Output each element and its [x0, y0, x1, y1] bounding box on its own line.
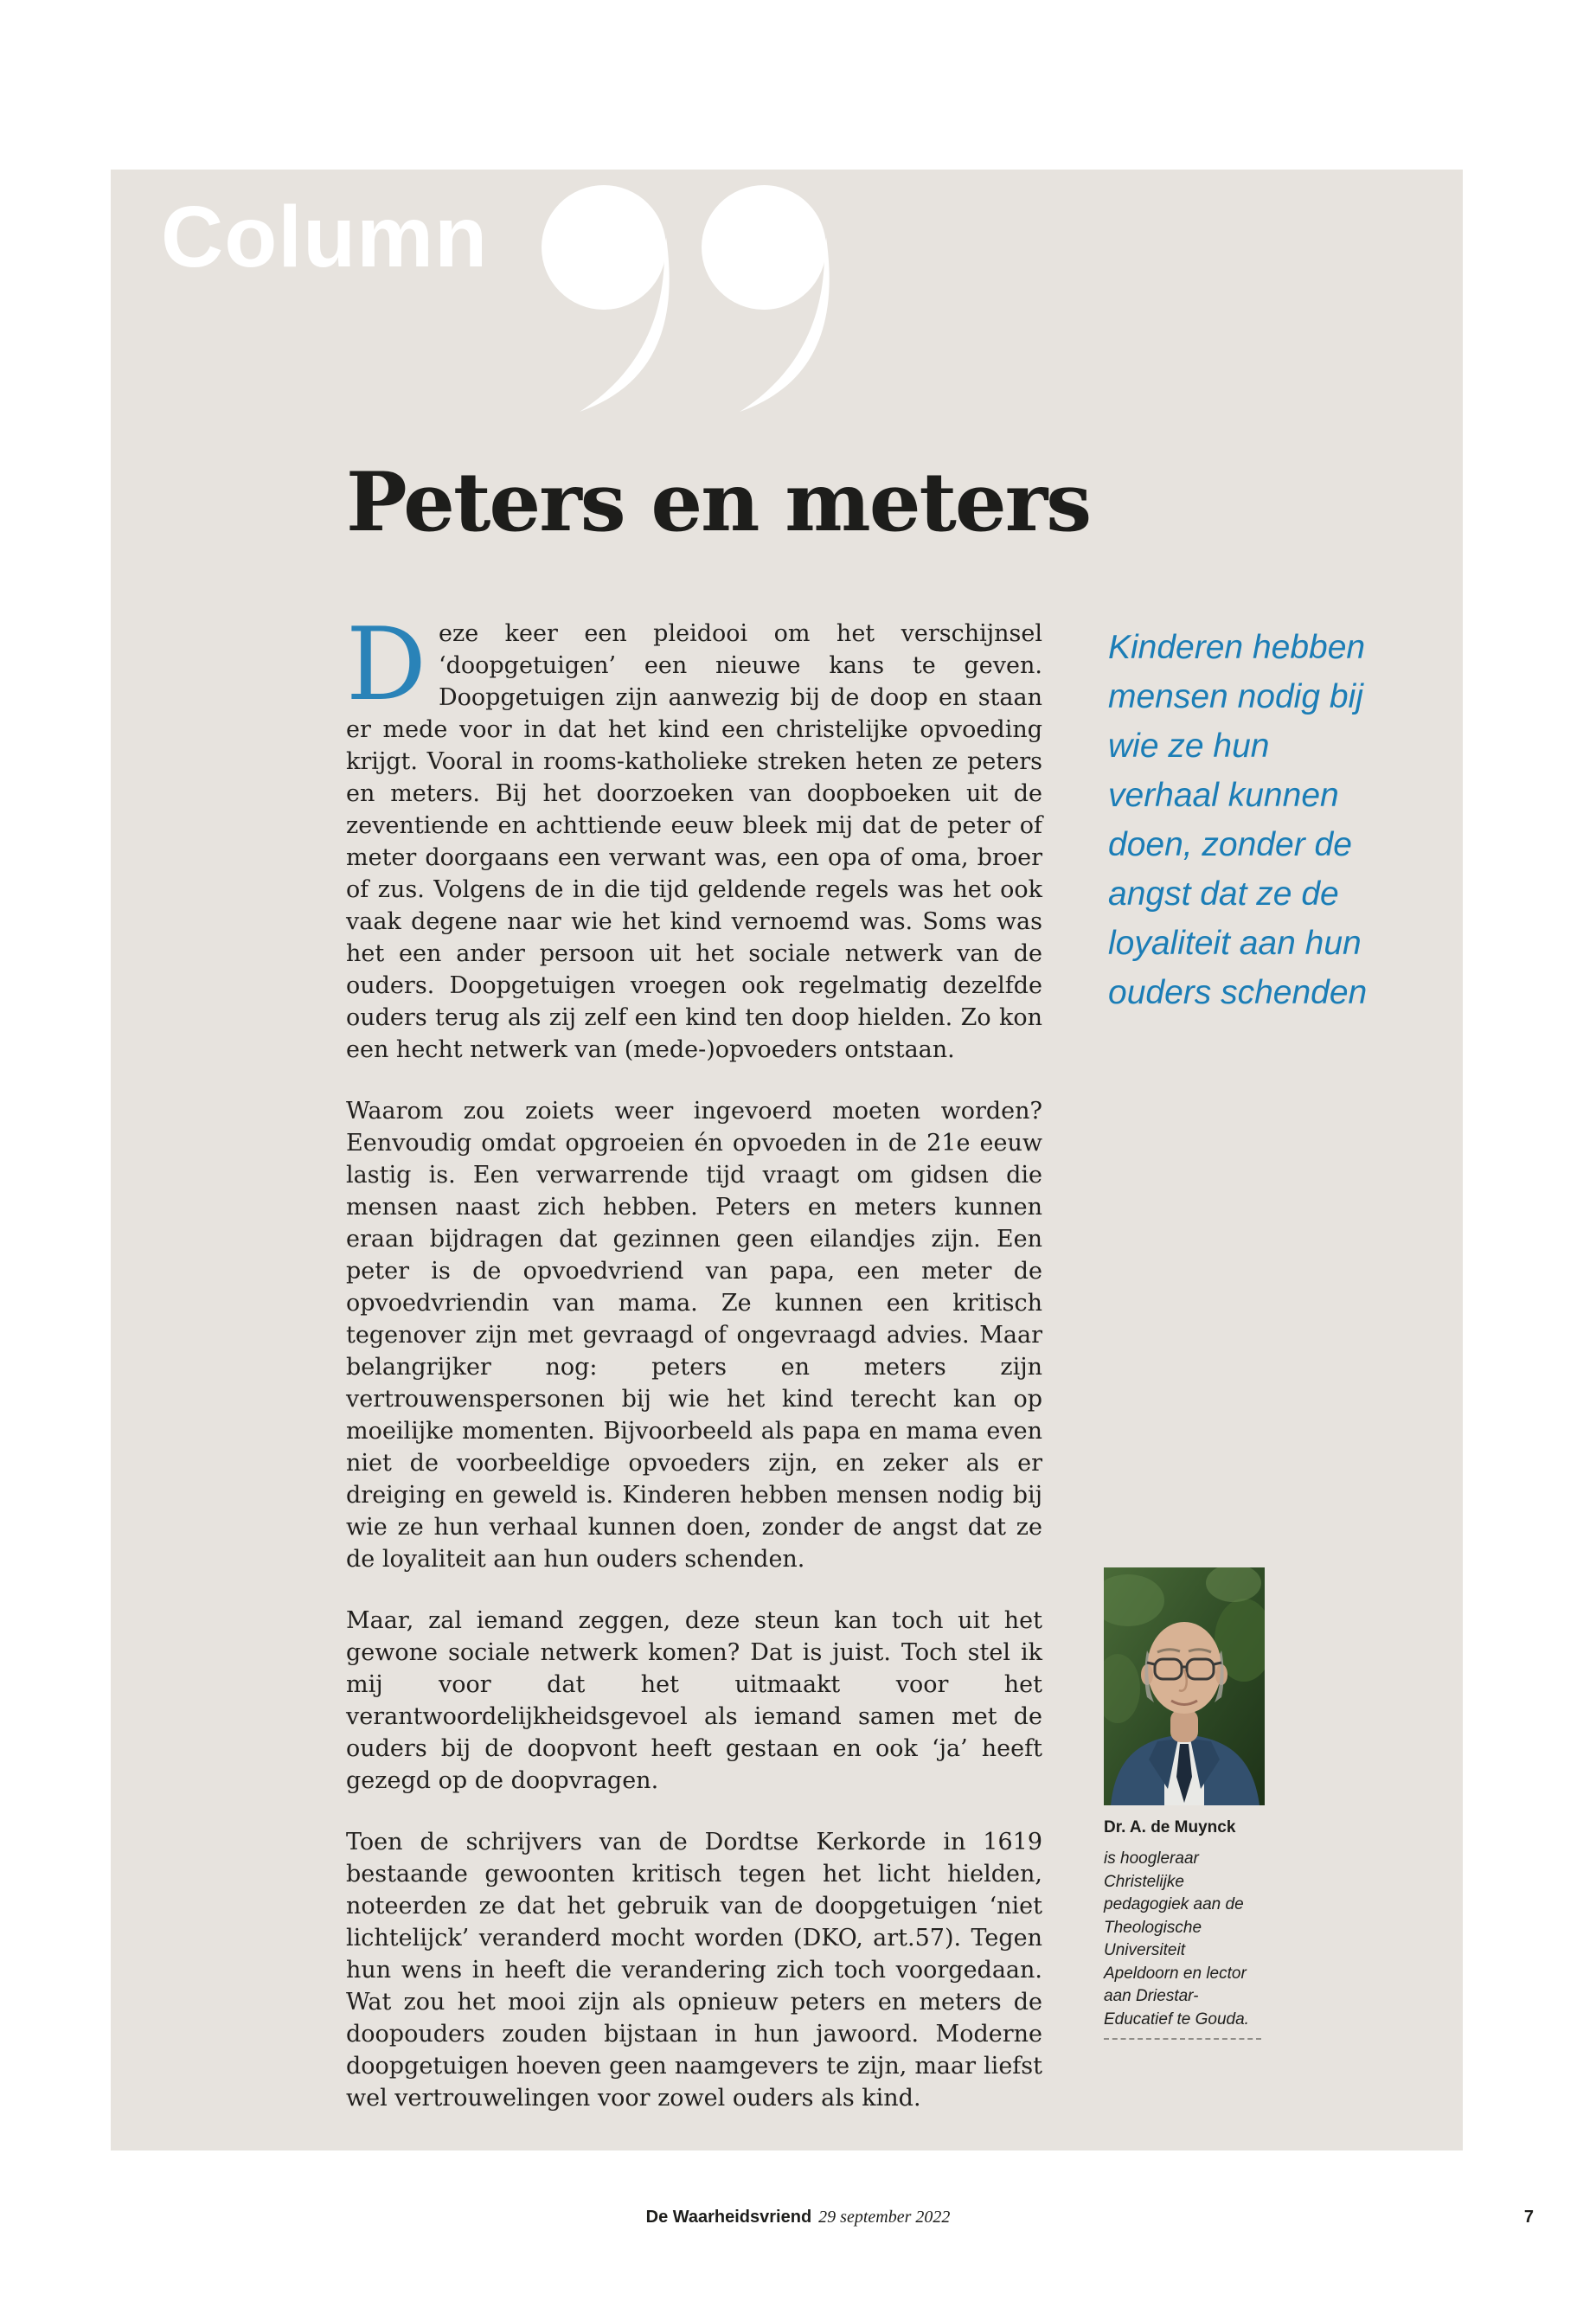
pull-quote: Kinderen hebben mensen nodig bij wie ze hun verhaal kunnen doen, zonder de angst dat ze de loyaliteit aan hun ouders schenden: [1108, 629, 1368, 1011]
magazine-name: De Waarheidsvriend: [645, 2208, 812, 2227]
footer-center: [0, 2208, 1596, 2227]
section-label: Column: [161, 189, 489, 285]
bio-divider: [1104, 2038, 1261, 2040]
page-footer: [0, 2208, 1596, 2239]
issue-date: 29 september 2022: [818, 2208, 951, 2227]
paragraph-text: Toen de schrijvers van de Dordtse Kerkorde in 1619 bestaande gewoonten kritisch tegen het licht hielden, noteerden ze dat het gebruik van de doopgetuigen ‘niet lichtelijck’ veranderd mocht worden (DKO, art.57). Tegen hun wens in heeft die verandering zich toch voorgedaan. Wat zou het mooi zijn als opnieuw peters en meters de doopouders zouden bijstaan in hun jawoord. Moderne doopgetuigen hoeven geen naamgevers te zijn, maar liefst wel vertrouwelingen voor zowel ouders als kind.: [346, 1829, 1042, 2112]
portrait-illustration: [1104, 1567, 1265, 1805]
drop-cap: D: [346, 606, 427, 723]
page-number: 7: [1523, 2208, 1534, 2227]
quotation-mark-icon: [536, 173, 865, 433]
article-title: Peters en meters: [346, 455, 1091, 550]
article-body: [346, 606, 1042, 2114]
author-bio: is hoogleraar Christelijke pedagogiek aan de Theologische Universiteit Apeldoorn en lector aan Driestar-Educatief te Gouda.: [1104, 1849, 1249, 2029]
paragraph: [346, 606, 1042, 1066]
content-panel: [111, 170, 1463, 2150]
author-name: Dr. A. de Muynck: [1104, 1818, 1236, 1836]
author-photo: [1104, 1567, 1265, 1805]
paragraph-text: Waarom zou zoiets weer ingevoerd moeten worden? Eenvoudig omdat opgroeien én opvoeden in de 21e eeuw lastig is. Een verwarrende tijd vraagt om gidsen die mensen naast zich hebben. Peters en meters kunnen eraan bijdragen dat gezinnen geen eilandjes zijn. Een peter is de opvoedvriend van papa, een meter de opvoedvriendin van mama. Ze kunnen een kritisch tegenover zijn met gevraagd of ongevraagd advies. Maar belangrijker nog: peters en meters zijn vertrouwenspersonen bij wie het kind terecht kan op moeilijke momenten. Bijvoorbeeld als papa en mama even niet de voorbeeldige opvoeders zijn, en zeker als er dreiging en geweld is. Kinderen hebben mensen nodig bij wie ze hun verhaal kunnen doen, zonder de angst dat ze de loyaliteit aan hun ouders schenden.: [346, 1098, 1042, 1573]
paragraph-text: Maar, zal iemand zeggen, deze steun kan toch uit het gewone sociale netwerk komen? Dat is juist. Toch stel ik mij voor dat het uitmaakt voor het verantwoordelijkheidsgevoel als iemand samen met de ouders bij de doopvont heeft gestaan en ook ‘ja’ heeft gezegd op de doopvragen.: [346, 1607, 1042, 1794]
paragraph-text: eze keer een pleidooi om het verschijnsel ‘doopgetuigen’ een nieuwe kans te geven. Doopgetuigen zijn aanwezig bij de doop en staan er mede voor in dat het kind een christelijke opvoeding krijgt. Vooral in rooms-katholieke streken heten ze peters en meters. Bij het doorzoeken van doopboeken uit de zeventiende en achttiende eeuw bleek mij dat de peter of meter doorgaans een verwant was, een opa of oma, broer of zus. Volgens de in die tijd geldende regels was het ook vaak degene naar wie het kind vernoemd was. Soms was het een ander persoon uit het sociale netwerk van de ouders. Doopgetuigen vroegen ook regelmatig dezelfde ouders terug als zij zelf een kind ten doop hielden. Zo kon een hecht netwerk van (mede-)opvoeders ontstaan.: [346, 620, 1042, 1063]
